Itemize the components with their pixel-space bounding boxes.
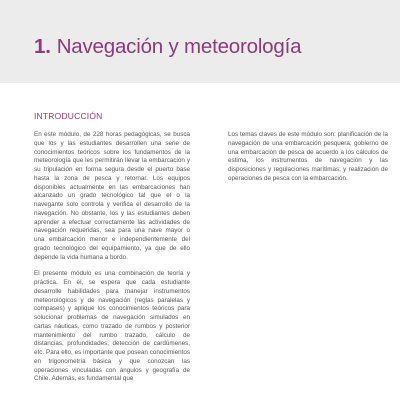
chapter-number: 1. [34,35,51,58]
body-paragraph: En este módulo, de 228 horas pedagógicas, se busca que los y las estudiantes desarrollen una serie de conocimientos teóricos sobre los fundamentos de la meteorología que les permitirán llevar la embarcación y su tripulación en forma segura desde el puerto base hasta la zona de pesca y retornar. Los equipos disponibles actualmente en las embarcaciones han alcanzado un grado tecnológico tal que el o la navegante solo controla y verifica el desarrollo de la navegación. No obstante, los y las estudiantes deben aprender a efectuar correctamente las actividades de navegación requeridas, sea para una nave mayor o una embarcación menor e independientemente del grado tecnológico del equipamiento, ya que de ello depende la vida humana a bordo. [34,131,190,261]
chapter-title-text: Navegación y meteorología [56,35,302,58]
left-column [34,131,190,392]
section-heading: INTRODUCCIÓN [34,111,103,121]
body-paragraph: El presente módulo es una combinación de teoría y práctica. En él, se espera que cada estudiante desarrolle habilidades para manejar instrumentos meteorológicos y de navegación (reglas paralelas y compases) y aplique los conocimientos teóricos para solucionar problemas de navegación simulados en cartas náuticas, como trazado de rumbos y posterior mantenimiento del rumbo trazado, cálculo de distancias, profundidades, detección de cardúmenes, etc. Para ello, es importante que posean conocimientos en trigonometría básica y que conozcan las operaciones vinculadas con ángulos y geografía de Chile. Además, es fundamental que [34,270,190,383]
right-column [228,131,388,192]
body-paragraph: Los temas claves de este módulo son: planificación de la navegación de una embarcación pesquera; gobierno de una embarcación de pesca de acuerdo a los cálculos de estima, los instrumentos de navegación y las disposiciones y regulaciones marítimas; y realización de operaciones de pesca con la embarcación. [228,131,388,182]
chapter-title [34,35,301,59]
